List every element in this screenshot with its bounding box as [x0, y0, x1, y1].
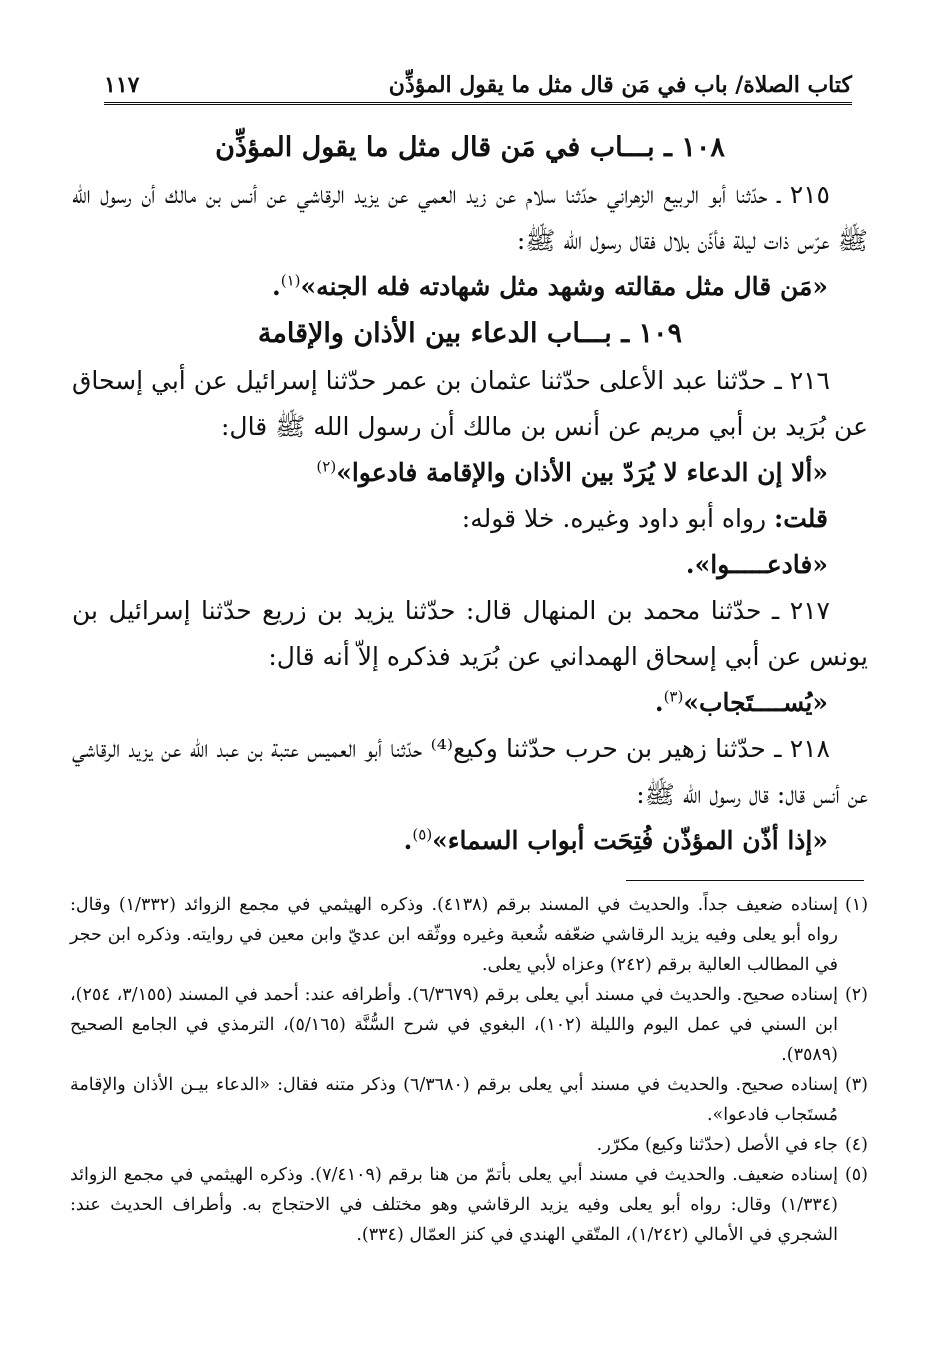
quote-tail: .: [403, 826, 413, 855]
footnote-number: (٣): [844, 1075, 868, 1095]
prophetic-quote: [72, 450, 868, 496]
editor-note: [72, 496, 868, 542]
main-text: [72, 124, 868, 864]
prophetic-quote: [72, 264, 868, 310]
footnote-divider: [626, 880, 864, 881]
quote-text: «ألا إن الدعاء لا يُرَدّ بين الأذان والإقامة فادعوا»: [336, 458, 828, 487]
hadith-paragraph: ٢١٥ ـ حدّثنا أبو الربيع الزهراني حدّثنا سلام عن زيد العمي عن يزيد الرقاشي عن أنس بن مالك أن رسول الله ﷺ عرّس ذات ليلة فأذّن بلال فقال رسول الله ﷺ:: [72, 180, 868, 255]
footnote-ref: (٥): [412, 825, 433, 844]
prophetic-quote: [72, 818, 868, 864]
footnote: [70, 1070, 868, 1130]
footnote-text: إسناده صحيح. والحديث في مسند أبي يعلى برقم (٦/٣٦٨٠) وذكر متنه فقال: «الدعاء بيـن الأذان والإقامة مُستَجاب فادعوا».: [70, 1075, 838, 1125]
hadith-paragraph: ٢١٦ ـ حدّثنا عبد الأعلى حدّثنا عثمان بن عمر حدّثنا إسرائيل عن أبي إسحاق عن بُرَيد بن أبي مريم عن أنس بن مالك أن رسول الله ﷺ قال:: [72, 366, 868, 441]
footnote-ref: (١): [280, 271, 301, 290]
footnote-text: إسناده ضعيف. والحديث في مسند أبي يعلى بأتمّ من هنا برقم (٧/٤١٠٩). وذكره الهيثمي في مجمع الزوائد (١/٣٣٤) وقال: رواه أبو يعلى وفيه يزيد الرقاشي وهو مختلف في الاحتجاج به. وأطراف الحديث عند: الشجري في الأمالي (١/٢٤٢)، المتّقي الهندي في كنز العمّال (٣٣٤).: [70, 1165, 838, 1245]
footnote: [70, 980, 868, 1070]
note-text: رواه أبو داود وغيره. خلا قوله:: [461, 504, 774, 533]
hadith-paragraph: ٢١٧ ـ حدّثنا محمد بن المنهال قال: حدّثنا يزيد بن زريع حدّثنا إسرائيل بن يونس عن أبي إسحاق الهمداني عن بُرَيد فذكره إلاّ أنه قال:: [72, 596, 868, 671]
hadith-paragraph: ٢١٨ ـ حدّثنا زهير بن حرب حدّثنا وكيع⁽⁴⁾ حدّثنا أبو العميس عتبة بن عبد الله عن يزيد الرقاشي عن أنس قال: قال رسول الله ﷺ:: [72, 734, 868, 809]
chapter-heading: ١٠٨ ـ بـــاب في مَن قال مثل ما يقول المؤذِّن: [215, 132, 725, 163]
chapter-heading: ١٠٩ ـ بـــاب الدعاء بين الأذان والإقامة: [257, 318, 683, 349]
running-header: [104, 62, 852, 105]
footnote-ref: (٢): [316, 457, 337, 476]
quote-text: «إذا أذّن المؤذّن فُتِحَت أبواب السماء»: [432, 826, 828, 855]
footnote-number: (٥): [844, 1165, 868, 1185]
footnote: [70, 1130, 868, 1160]
prophetic-quote: [72, 680, 868, 726]
running-title: كتاب الصلاة/ باب في مَن قال مثل ما يقول المؤذِّن: [388, 72, 852, 98]
footnote-text: إسناده ضعيف جداً. والحديث في المسند برقم (٤١٣٨). وذكره الهيثمي في مجمع الزوائد (١/٣٣٢) وقال: رواه أبو يعلى وفيه يزيد الرقاشي ضعّفه شُعبة وغيره ووثّقه ابن عديّ وابن معين في روايته. وذكره ابن حجر في المطالب العالية برقم (٢٤٢) وعزاه لأبي يعلى.: [70, 895, 839, 975]
footnote-number: (٢): [844, 985, 868, 1005]
quote-tail: .: [654, 688, 664, 717]
footnote: [70, 890, 868, 980]
quote-text: «فادعـــــوا»: [694, 550, 828, 579]
footnote-number: (٤): [844, 1135, 868, 1155]
page-number: ١١٧: [104, 72, 140, 98]
quote-tail: .: [271, 272, 281, 301]
footnote-text: إسناده صحيح. والحديث في مسند أبي يعلى برقم (٦/٣٦٧٩). وأطرافه عند: أحمد في المسند (٣/١٥٥، ٢٥٤)، ابن السني في عمل اليوم والليلة (١٠٢)، البغوي في شرح السُّنَّة (٥/١٦٥)، الترمذي في الجامع الصحيح (٣٥٨٩).: [70, 985, 838, 1065]
quote-tail: .: [685, 550, 695, 579]
note-label: قلت:: [773, 504, 828, 533]
prophetic-quote: [72, 542, 868, 588]
footnote-ref: (٣): [663, 687, 684, 706]
footnote-number: (١): [844, 895, 869, 915]
quote-text: «يُســــتَجاب»: [683, 688, 828, 717]
footnote: [70, 1160, 868, 1250]
footnote-text: جاء في الأصل (حدّثنا وكيع) مكرّر.: [596, 1135, 838, 1155]
quote-text: «مَن قال مثل مقالته وشهد مثل شهادته فله الجنه»: [300, 272, 828, 301]
footnotes: [70, 890, 868, 1250]
